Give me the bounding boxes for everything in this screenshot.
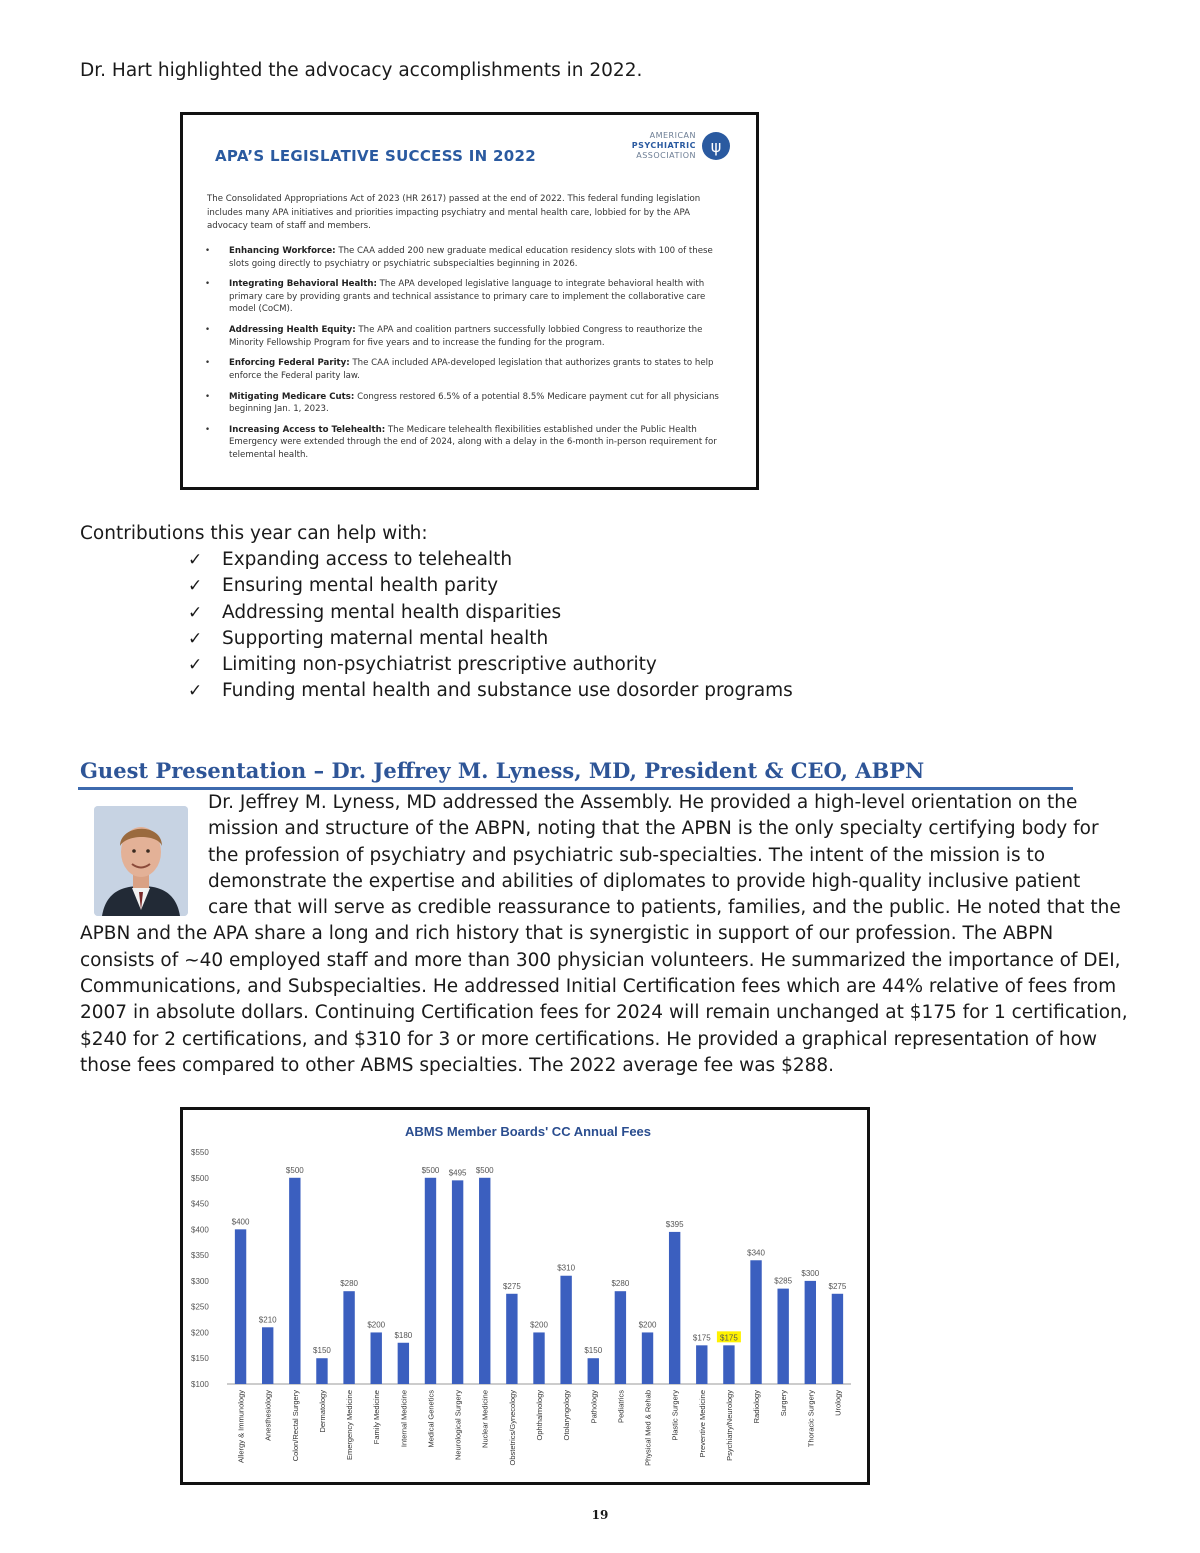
chart-bar [398, 1343, 409, 1384]
bar-value-label: $340 [747, 1248, 765, 1258]
category-label: Preventive Medicine [697, 1390, 707, 1458]
bio-line: mission and structure of the ABPN, noting that the APBN is the only specialty certifying body for [208, 818, 1099, 840]
category-label: Ophthalmology [535, 1390, 544, 1441]
bio-line: demonstrate the expertise and abilities of diplomates to provide high-quality inclusive patient [208, 870, 1081, 892]
bar-value-label: $200 [638, 1320, 657, 1330]
page-number: 19 [591, 1508, 609, 1522]
contributions-heading: Contributions this year can help with: [80, 523, 428, 544]
y-tick-label: $300 [191, 1276, 209, 1286]
chart-bar [777, 1289, 788, 1384]
y-tick-label: $550 [191, 1148, 209, 1157]
bar-value-label: $285 [774, 1276, 793, 1286]
bio-line: Dr. Jeffrey M. Lyness, MD addressed the Assembly. He provided a high-level orientation on the [208, 792, 1078, 813]
chart-bar [235, 1229, 246, 1384]
category-label: Nuclear Medicine [480, 1390, 490, 1448]
chart-bar [425, 1178, 436, 1384]
apa-logo-line1: AMERICAN [649, 131, 696, 140]
bar-value-label: $280 [340, 1279, 358, 1289]
bar-value-label: $200 [530, 1320, 548, 1330]
list-item: ✓ Supporting maternal mental health [188, 626, 793, 652]
bar-value-label: $150 [313, 1346, 331, 1356]
category-label: Otolaryngology [562, 1390, 572, 1441]
bar-value-label: $275 [502, 1281, 521, 1291]
category-label: Family Medicine [372, 1390, 382, 1445]
category-label: Pediatrics [616, 1390, 626, 1423]
list-item: ✓ Funding mental health and substance use dosorder programs [188, 678, 793, 704]
chart-bar [696, 1345, 707, 1384]
legislative-slide [180, 112, 759, 490]
contributions-list [188, 547, 793, 705]
chart-bar [560, 1276, 571, 1384]
bio-line: APBN and the APA share a long and rich history that is synergistic in support of our profession. The ABPN [80, 923, 1054, 945]
apa-logo-line2: PSYCHIATRIC [631, 141, 696, 150]
list-item: ✓ Addressing mental health disparities [188, 600, 793, 626]
category-label: Thoracic Surgery [806, 1390, 816, 1448]
guest-bio [80, 790, 1128, 1079]
category-label: Emergency Medicine [345, 1390, 355, 1461]
checkmark-icon: ✓ [188, 602, 203, 623]
bar-value-label: $500 [475, 1165, 494, 1175]
list-item: ✓ Expanding access to telehealth [188, 547, 793, 573]
chart-bar [289, 1178, 300, 1384]
y-tick-label: $500 [191, 1173, 209, 1183]
chart-bar [588, 1358, 599, 1384]
category-label: Dermatology [317, 1390, 327, 1433]
chart-bar [479, 1178, 490, 1384]
chart-bar [262, 1327, 273, 1384]
intro-text: Dr. Hart highlighted the advocacy accomplishments in 2022. [80, 60, 643, 81]
bar-value-label: $300 [801, 1268, 820, 1278]
slide-bullet: • Integrating Behavioral Health: The APA developed legislative language to integrate behavioral health with primary care by providing grants and technical assistance to primary care to implement the collaborative care model (CoCM). [205, 278, 725, 316]
guest-heading: Guest Presentation – Dr. Jeffrey M. Lyness, MD, President & CEO, ABPN [80, 758, 925, 783]
bar-value-label: $180 [394, 1330, 413, 1340]
category-label: Radiology [752, 1390, 762, 1424]
list-item: ✓ Limiting non-psychiatrist prescriptive authority [188, 652, 793, 678]
checkmark-icon: ✓ [188, 681, 203, 702]
category-label: Pathology [589, 1390, 599, 1424]
bio-line: $240 for 2 certifications, and $310 for 3 or more certifications. He provided a graphical representation of how [80, 1028, 1098, 1050]
bar-value-label: $500 [285, 1165, 304, 1175]
category-label: Psychiatry/Neurology [724, 1390, 734, 1461]
category-label: Medical Genetics [426, 1390, 436, 1448]
category-label: Obstetrics/Gynecology [507, 1390, 517, 1466]
y-tick-label: $100 [191, 1380, 209, 1389]
list-item: ✓ Ensuring mental health parity [188, 573, 793, 599]
slide-bullet: • Increasing Access to Telehealth: The Medicare telehealth flexibilities established under the Public Health Emergency were extended through the end of 2024, along with a delay in the 6-month in-person requirement for telemental health. [205, 424, 725, 462]
checkmark-icon: ✓ [188, 576, 203, 597]
slide-bullet-list [205, 245, 725, 470]
slide-bullet: • Mitigating Medicare Cuts: Congress restored 6.5% of a potential 8.5% Medicare payment cut for all physicians beginning Jan. 1, 2023. [205, 391, 725, 416]
chart-bar [750, 1260, 761, 1384]
category-label: Allergy & Immunology [236, 1390, 246, 1463]
category-label: Internal Medicine [399, 1390, 409, 1448]
apa-logo-line3: ASSOCIATION [636, 151, 696, 160]
apa-logo [632, 131, 730, 161]
bar-value-label: $175 [692, 1333, 711, 1343]
fees-chart-svg [183, 1110, 867, 1482]
chart-bar [506, 1294, 517, 1384]
bar-value-label: $150 [584, 1346, 603, 1356]
bar-value-label: $210 [258, 1315, 277, 1325]
bar-value-label: $400 [231, 1217, 250, 1227]
bar-value-label: $495 [448, 1168, 467, 1178]
slide-title: APA’S LEGISLATIVE SUCCESS IN 2022 [215, 147, 536, 165]
bio-line: those fees compared to other ABMS specialties. The 2022 average fee was $288. [80, 1054, 835, 1076]
bar-value-label: $200 [367, 1320, 386, 1330]
y-tick-label: $200 [191, 1328, 209, 1338]
slide-intro: The Consolidated Appropriations Act of 2023 (HR 2617) passed at the end of 2022. This federal funding legislation includes many APA initiatives and priorities impacting psychiatry and mental health care, lobbied for by the APA advocacy team of staff and members. [207, 194, 701, 231]
chart-title: ABMS Member Boards' CC Annual Fees [404, 1124, 652, 1139]
y-tick-label: $150 [191, 1354, 209, 1364]
bar-value-label: $395 [665, 1219, 684, 1229]
category-label: Neurological Surgery [453, 1390, 463, 1461]
checkmark-icon: ✓ [188, 655, 203, 676]
bar-value-label: $310 [557, 1263, 576, 1273]
chart-bar [533, 1332, 544, 1384]
chart-bar [642, 1332, 653, 1384]
slide-bullet: • Enforcing Federal Parity: The CAA included APA-developed legislation that authorizes grants to states to help enforce the Federal parity law. [205, 357, 725, 382]
chart-bar [723, 1345, 734, 1384]
chart-bar [316, 1358, 327, 1384]
chart-bar [805, 1281, 816, 1384]
chart-bar [832, 1294, 843, 1384]
bio-line: care that will serve as credible reassurance to patients, families, and the public. He noted that the [208, 897, 1121, 919]
category-label: Plastic Surgery [670, 1390, 680, 1441]
bar-value-label: $500 [421, 1165, 440, 1175]
bio-line: the profession of psychiatry and psychiatric sub-specialties. The intent of the mission is to [208, 844, 1046, 866]
category-label: Surgery [779, 1390, 789, 1417]
fees-chart [180, 1107, 870, 1485]
category-label: Physical Med & Rehab [643, 1390, 653, 1466]
bio-line: 2007 in absolute dollars. Continuing Certification fees for 2024 will remain unchanged at $175 for 1 certification, [80, 1002, 1128, 1024]
slide-bullet: • Addressing Health Equity: The APA and coalition partners successfully lobbied Congress to reauthorize the Minority Fellowship Program for five years and to increase the funding for the program. [205, 324, 725, 349]
y-tick-label: $350 [191, 1251, 209, 1261]
chart-bar [371, 1332, 382, 1384]
bar-value-label: $175 [720, 1333, 738, 1343]
category-label: Urology [833, 1390, 843, 1416]
y-tick-label: $450 [191, 1199, 209, 1209]
category-label: Colon/Rectal Surgery [290, 1390, 300, 1462]
chart-bar [669, 1232, 680, 1384]
chart-bar [452, 1180, 463, 1384]
bar-value-label: $280 [611, 1279, 630, 1289]
apa-psi-icon: ψ [702, 132, 730, 160]
slide-bullet: • Enhancing Workforce: The CAA added 200 new graduate medical education residency slots with 100 of these slots going directly to psychiatry or psychiatric subspecialties beginning in 2026. [205, 245, 725, 270]
category-label: Anesthesiology [263, 1390, 273, 1441]
checkmark-icon: ✓ [188, 550, 203, 570]
chart-bar [343, 1291, 354, 1384]
bio-line: Communications, and Subspecialties. He addressed Initial Certification fees which are 44% relative of fees from [80, 976, 1117, 998]
bio-line: consists of ~40 employed staff and more than 300 physician volunteers. He summarized the importance of DEI, [80, 949, 1121, 971]
y-tick-label: $250 [191, 1302, 209, 1312]
y-tick-label: $400 [191, 1225, 209, 1235]
bar-value-label: $275 [828, 1281, 847, 1291]
chart-bar [615, 1291, 626, 1384]
checkmark-icon: ✓ [188, 628, 203, 649]
